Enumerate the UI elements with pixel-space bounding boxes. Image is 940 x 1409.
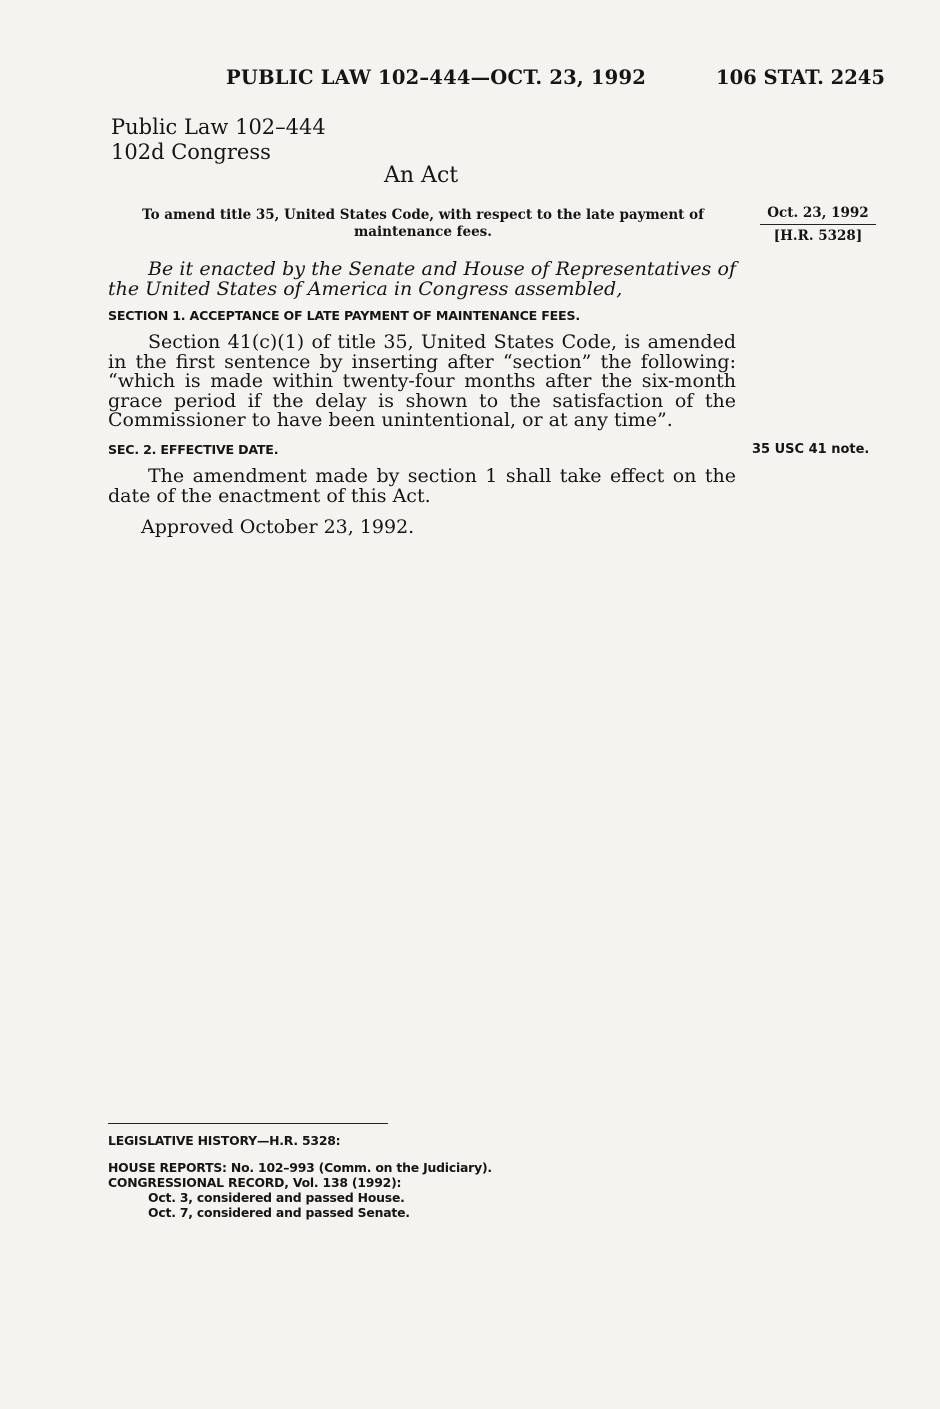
act-title: An Act xyxy=(384,163,459,188)
section-1-heading: SECTION 1. ACCEPTANCE OF LATE PAYMENT OF MAINTENANCE FEES. xyxy=(108,308,580,323)
statute-reference: 106 STAT. 2245 xyxy=(716,66,885,89)
house-reports: HOUSE REPORTS: No. 102–993 (Comm. on the Judiciary). xyxy=(108,1160,492,1175)
margin-note: 35 USC 41 note. xyxy=(752,442,870,457)
enacting-clause: Be it enacted by the Senate and House of Representatives of the United States of America in Congress assembled, xyxy=(108,258,736,300)
margin-bill-number: [H.R. 5328] xyxy=(773,228,863,244)
legislative-history xyxy=(108,1133,492,1220)
approval-date: Approved October 23, 1992. xyxy=(141,516,415,538)
history-entry: Oct. 7, considered and passed Senate. xyxy=(148,1205,410,1220)
footnote-divider xyxy=(108,1123,388,1124)
law-identifier xyxy=(111,115,326,165)
running-head: PUBLIC LAW 102–444—OCT. 23, 1992 xyxy=(226,66,646,89)
legislative-history-title: LEGISLATIVE HISTORY—H.R. 5328: xyxy=(108,1133,341,1148)
act-purpose: To amend title 35, United States Code, with respect to the late payment of maintenance fees. xyxy=(142,207,704,240)
section-2-body: The amendment made by section 1 shall take effect on the date of the enactment of this Act. xyxy=(108,465,736,507)
section-1-body: Section 41(c)(1) of title 35, United States Code, is amended in the first sentence by inserting after “section” the following: “which is made within twenty-four months after the six-month grace period if the delay is shown to the satisfaction of the Commissioner to have been unintentional, or at any time”. xyxy=(108,331,736,431)
section-2-heading: SEC. 2. EFFECTIVE DATE. xyxy=(108,442,279,457)
margin-date-block xyxy=(760,205,876,244)
margin-date: Oct. 23, 1992 xyxy=(760,205,876,225)
congressional-record: CONGRESSIONAL RECORD, Vol. 138 (1992): xyxy=(108,1175,402,1190)
history-entry: Oct. 3, considered and passed House. xyxy=(148,1190,405,1205)
law-number: Public Law 102–444 xyxy=(111,115,326,139)
congress-label: 102d Congress xyxy=(111,140,271,164)
